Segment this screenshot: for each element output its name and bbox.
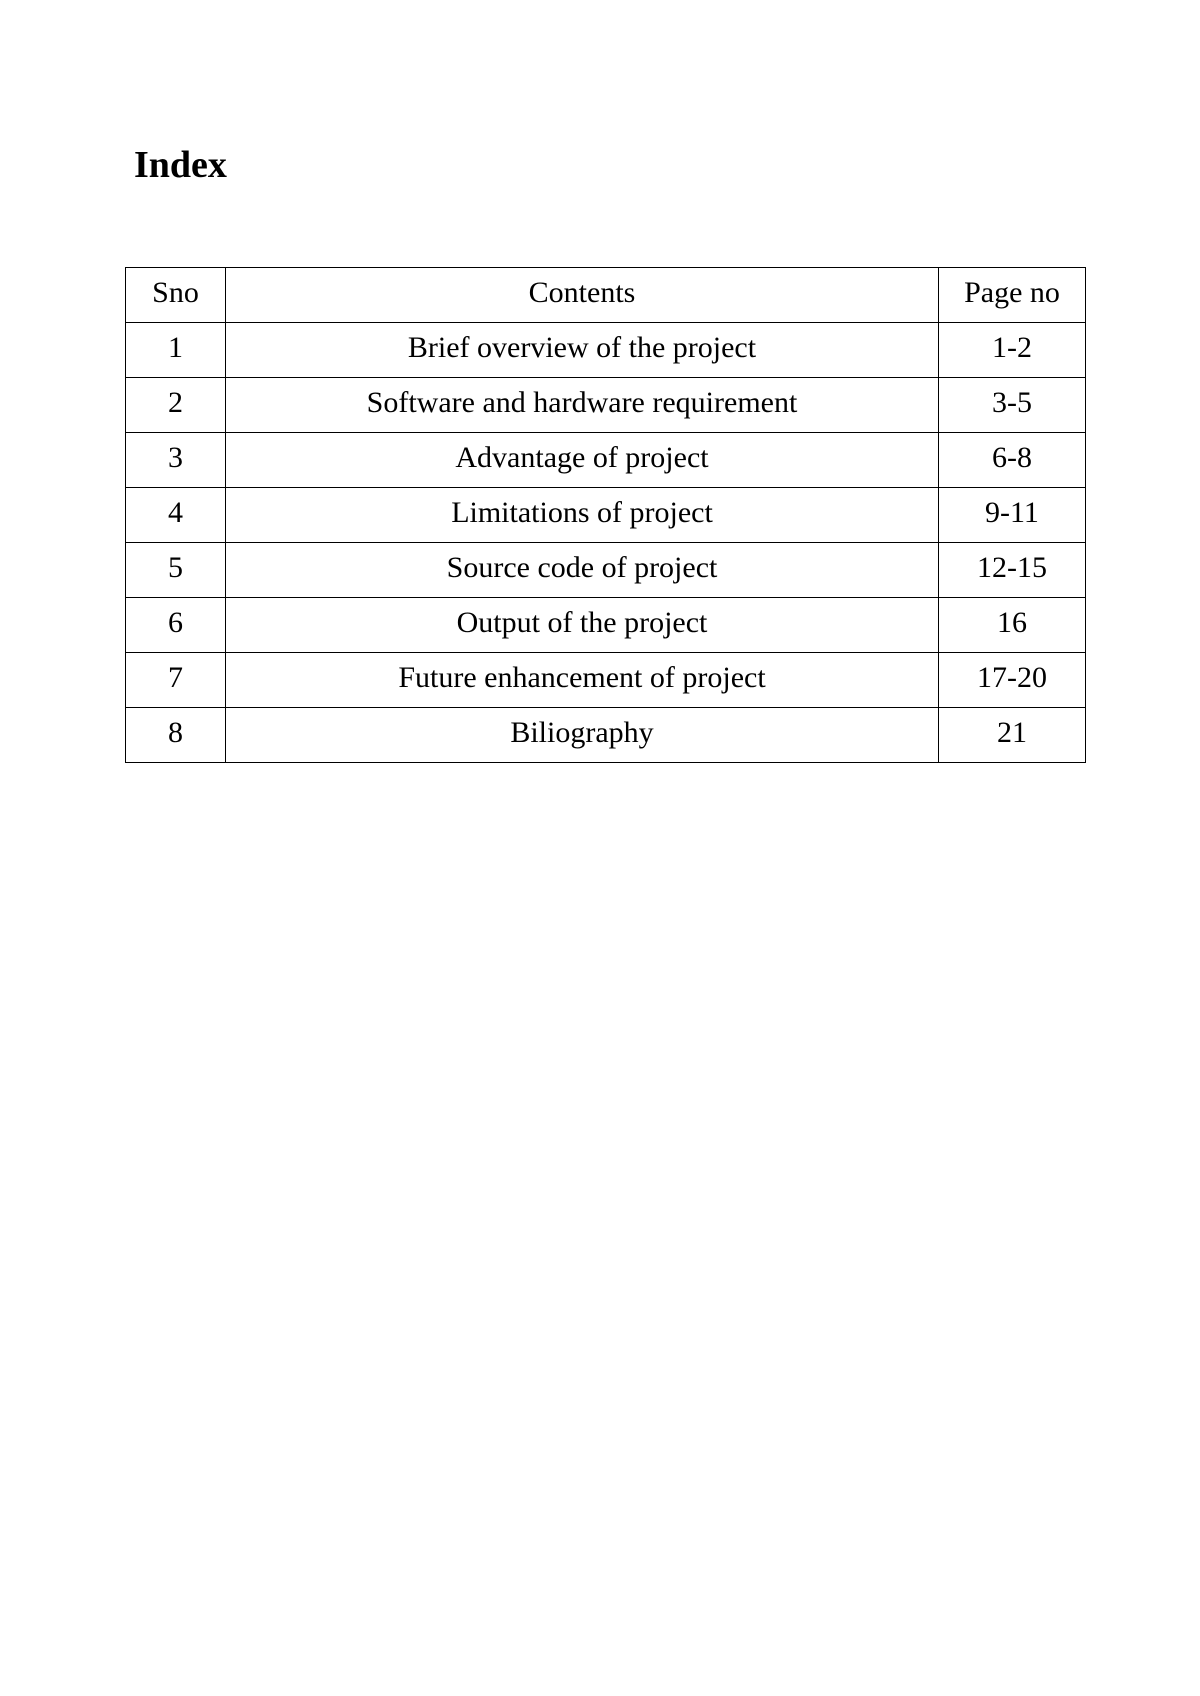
- cell-contents: Advantage of project: [226, 433, 939, 488]
- page-title: Index: [134, 144, 227, 186]
- cell-contents: Biliography: [226, 708, 939, 763]
- cell-sno: 2: [126, 378, 226, 433]
- cell-contents: Output of the project: [226, 598, 939, 653]
- cell-page-no: 12-15: [939, 543, 1086, 598]
- cell-contents: Limitations of project: [226, 488, 939, 543]
- table-row: [126, 543, 1086, 598]
- index-table: [125, 267, 1086, 763]
- cell-sno: 8: [126, 708, 226, 763]
- cell-contents: Software and hardware requirement: [226, 378, 939, 433]
- header-contents: Contents: [226, 268, 939, 323]
- table-body: [126, 323, 1086, 763]
- header-sno: Sno: [126, 268, 226, 323]
- cell-page-no: 17-20: [939, 653, 1086, 708]
- cell-sno: 4: [126, 488, 226, 543]
- cell-sno: 6: [126, 598, 226, 653]
- table-row: [126, 708, 1086, 763]
- table-row: [126, 433, 1086, 488]
- cell-sno: 7: [126, 653, 226, 708]
- cell-page-no: 21: [939, 708, 1086, 763]
- table-row: [126, 323, 1086, 378]
- cell-page-no: 1-2: [939, 323, 1086, 378]
- cell-contents: Brief overview of the project: [226, 323, 939, 378]
- table-row: [126, 598, 1086, 653]
- cell-sno: 5: [126, 543, 226, 598]
- header-page-no: Page no: [939, 268, 1086, 323]
- cell-contents: Future enhancement of project: [226, 653, 939, 708]
- cell-page-no: 6-8: [939, 433, 1086, 488]
- cell-sno: 3: [126, 433, 226, 488]
- cell-page-no: 16: [939, 598, 1086, 653]
- table-row: [126, 378, 1086, 433]
- cell-page-no: 9-11: [939, 488, 1086, 543]
- table-header: [126, 268, 1086, 323]
- table-row: [126, 488, 1086, 543]
- cell-sno: 1: [126, 323, 226, 378]
- cell-contents: Source code of project: [226, 543, 939, 598]
- header-row: [126, 268, 1086, 323]
- table-row: [126, 653, 1086, 708]
- cell-page-no: 3-5: [939, 378, 1086, 433]
